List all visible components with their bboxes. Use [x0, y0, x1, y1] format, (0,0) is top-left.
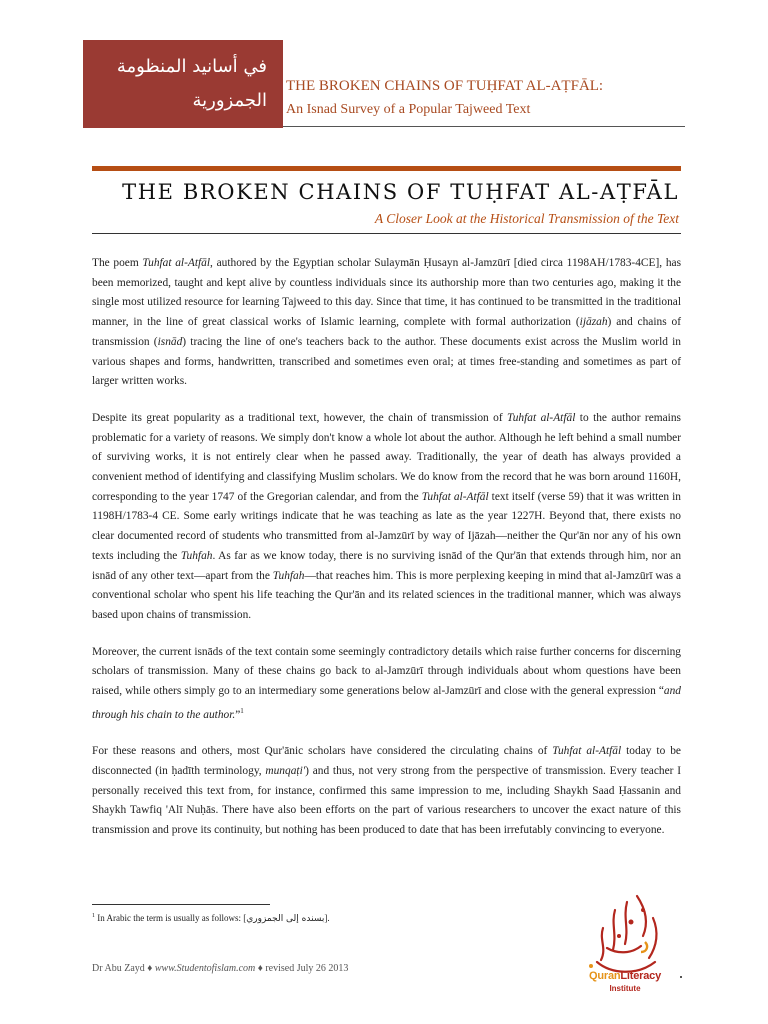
page-footer: Dr Abu Zayd ♦ www.Studentofislam.com ♦ revised July 26 2013: [92, 963, 349, 974]
header-banner: [83, 40, 283, 128]
header-arabic-line2: الجمزورية: [192, 90, 267, 111]
title-bottom-rule: [92, 233, 681, 234]
footnote: $^1$ In Arabic the term is usually as follows: [بسنده إلى الجمزوري].: [92, 913, 330, 924]
article-body: [92, 254, 681, 858]
footnote-divider: [92, 904, 270, 905]
header-subtitle: An Isnad Survey of a Popular Tajweed Text: [286, 102, 531, 117]
logo-institute-label: Institute: [609, 984, 641, 993]
logo-wordmark: QuranLiteracy: [589, 970, 661, 982]
paragraph-4: For these reasons and others, most Qur'ānic scholars have considered the circulating chains of Tuhfat al-Atfāl today to be disconnected (in ḥadīth terminology, munqaṭi') and thus, not very strong from the perspective of transmission. Every teacher I personally received this text from, for instance, confirmed this same impression to me, including Shaykh Saad Ḥassanin and Shaykh Tawfiq 'Alī Nuḥās. There have also been efforts on the part of various researchers to uncover the exact nature of this transmission and prove its continuity, but nothing has been produced to date that has been irrefutably convincing to everyone.: [92, 745, 682, 837]
footer-website-link[interactable]: www.Studentofislam.com: [154, 963, 256, 974]
title-top-rule: [92, 166, 681, 171]
page-marker-dot: [680, 976, 682, 978]
footnote-ref[interactable]: 1: [240, 706, 244, 715]
paragraph-3: Moreover, the current isnāds of the text contain some seemingly contradictory details which raise further concerns for discerning scholars of transmission. Many of these chains go back to al-Jamzūrī through individuals about whom questions have been raised, while others simply go to an intermediary some generations below al-Jamzūrī and close with the general expression “and through his chain to the author.”$^1$: [92, 645, 681, 721]
header-arabic-line1: في أسانيد المنظومة: [116, 56, 267, 77]
paragraph-2: Despite its great popularity as a traditional text, however, the chain of transmission of Tuhfat al-Atfāl to the author remains problematic for a variety of reasons. We simply don't know a whole lot about the author. Although he left behind a small number of surviving works, it is not entirely clear when he passed away. Traditionally, the year of death has always provided a convenient method of identifying and classifying Muslim scholars. We do know from the record that he was born around 1160H, corresponding to the year 1747 of the Gregorian calendar, and from the Tuhfat al-Atfāl text itself (verse 59) that it was written in 1198H/1783-4 CE. Some early writings indicate that he was teaching as late as the year 1227H. Beyond that, there exists no clear documented record of students who transmitted from al-Jamzūrī by way of Ijāzah—neither the Qur'ān nor any of his own texts including the Tuhfah. As far as we know today, there is no surviving isnād of the Qur'ān that extends through him, nor an isnād of any other text—apart from the Tuhfah—that reaches him. This is more perplexing keeping in mind that al-Jamzūrī was a conventional scholar who spent his life teaching the Qur'ān and its related sciences in the traditional manner, which was always based upon chains of transmission.: [92, 411, 682, 621]
header-divider: [283, 126, 685, 127]
page-subtitle: A Closer Look at the Historical Transmission of the Text: [374, 211, 679, 226]
header-title: THE BROKEN CHAINS OF TUḤFAT AL-AṬFĀL:: [286, 78, 604, 94]
paragraph-1: The poem Tuhfat al-Atfāl, authored by the Egyptian scholar Sulaymān Ḥusayn al-Jamzūrī [died circa 1198AH/1783-4CE], has been memorized, taught and kept alive by countless individuals since its authorship more than two centuries ago, making it the single most utilized resource for learning Tajweed to this day. Since that time, it has continued to be transmitted in the traditional manner, in the line of great classical works of Islamic learning, complete with formal authorization (ijāzah) and chains of transmission (isnād) tracing the line of one's teachers back to the author. These documents exist across the Muslim world in various shapes and forms, handwritten, transcribed and sometimes even oral; at times free-standing and sometimes as part of larger written works.: [92, 257, 681, 388]
page-title: THE BROKEN CHAINS OF TUḤFAT AL-AṬFĀL: [122, 180, 679, 204]
